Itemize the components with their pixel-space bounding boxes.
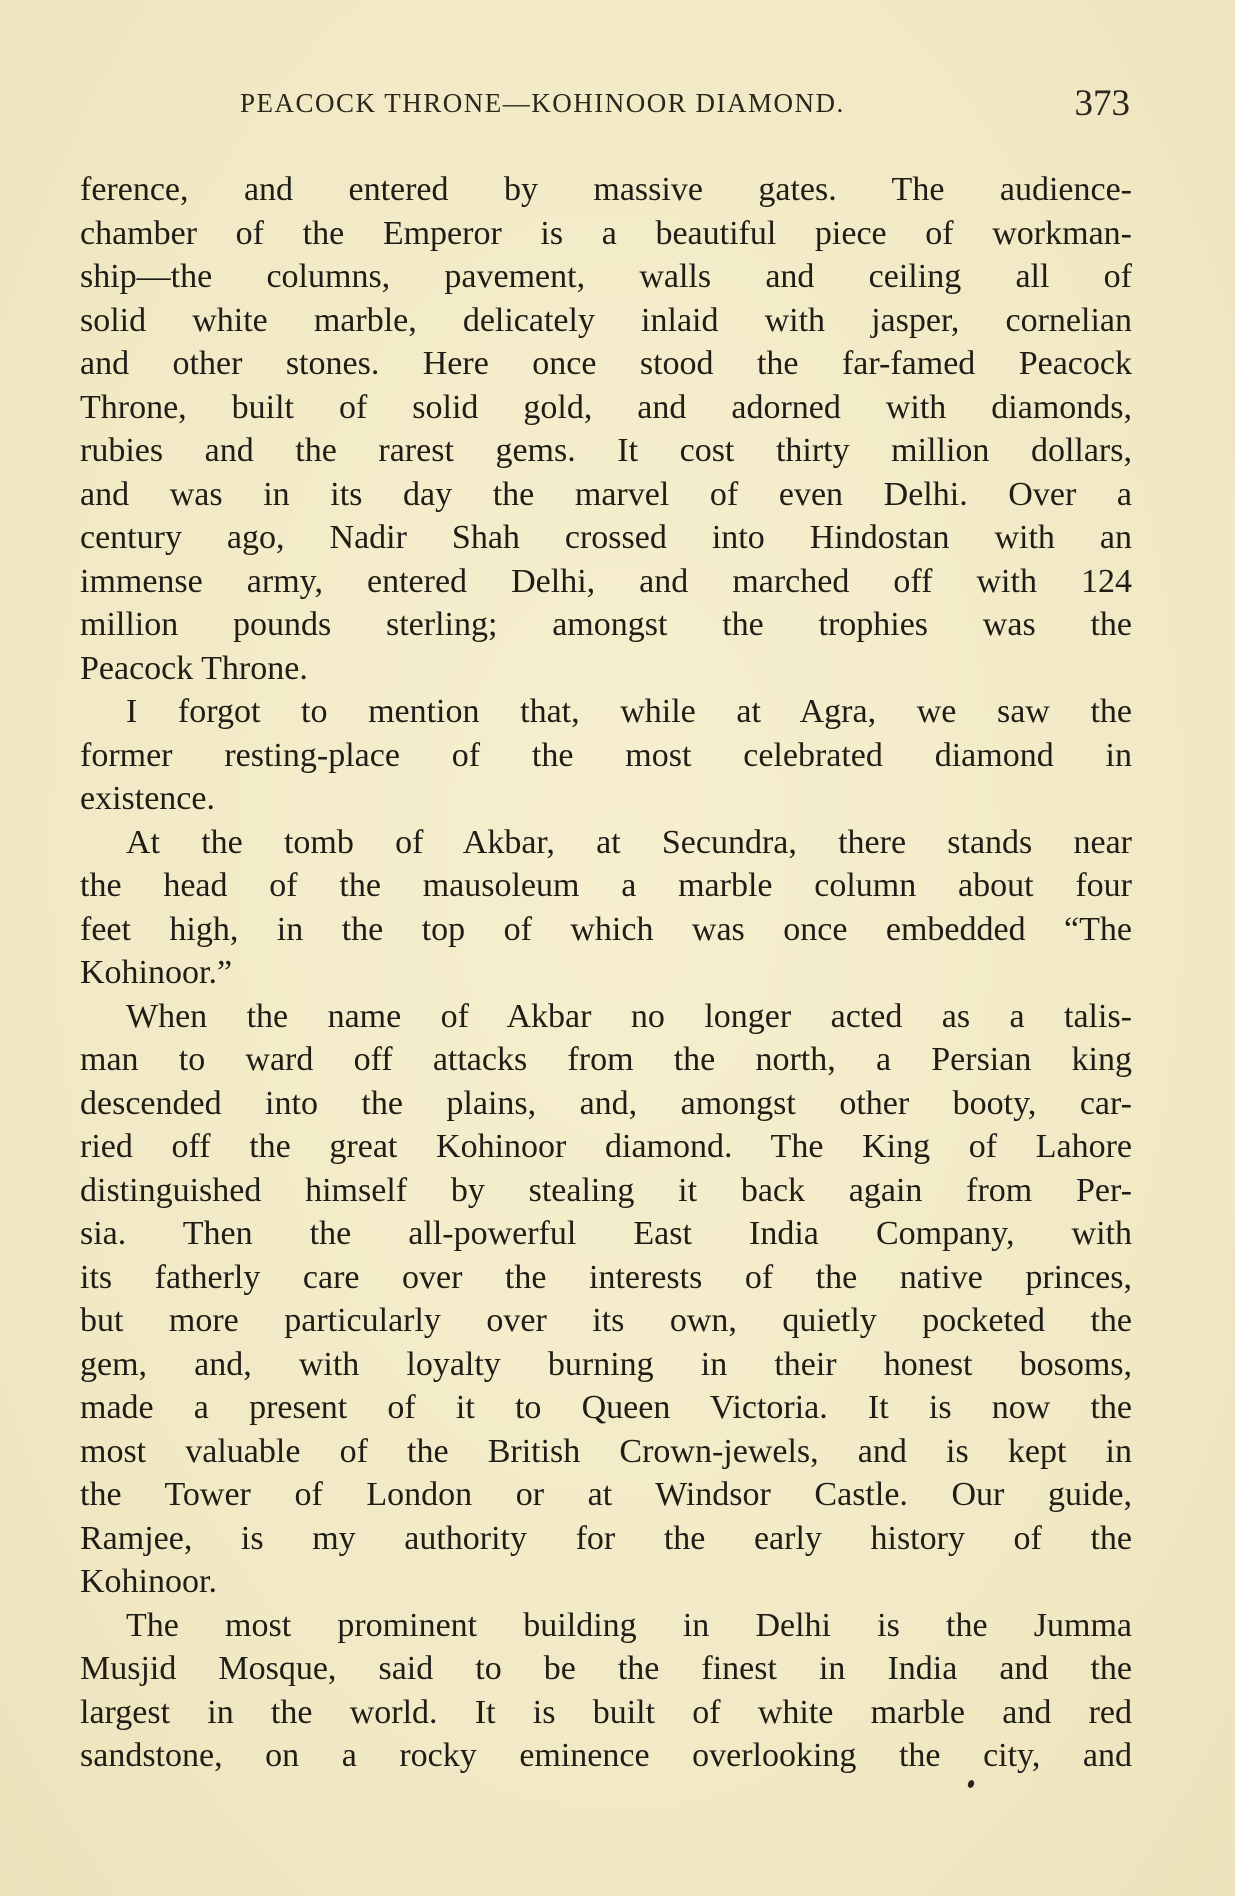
text-line: Ramjee, is my authority for the early history of the bbox=[80, 1519, 1132, 1557]
text-line: ference, and entered by massive gates. The audience- bbox=[80, 171, 1132, 208]
text-line: Peacock Throne. bbox=[80, 649, 308, 687]
text-line: its fatherly care over the interests of the native princes, bbox=[80, 1258, 1132, 1296]
text-line: I forgot to mention that, while at Agra, we saw the bbox=[126, 693, 1132, 730]
text-line: chamber of the Emperor is a beautiful piece of workman- bbox=[80, 214, 1132, 252]
paragraph bbox=[80, 1604, 1132, 1778]
running-header bbox=[240, 82, 1130, 122]
running-title: PEACOCK THRONE—KOHINOOR DIAMOND. bbox=[240, 88, 845, 118]
text-line: made a present of it to Queen Victoria. It is now the bbox=[80, 1389, 1132, 1426]
paragraph bbox=[80, 168, 1132, 690]
text-line: sandstone, on a rocky eminence overlooking the city, and bbox=[80, 1737, 1132, 1774]
text-line: descended into the plains, and, amongst other booty, car- bbox=[80, 1084, 1132, 1122]
text-line: century ago, Nadir Shah crossed into Hindostan with an bbox=[80, 519, 1132, 556]
text-line: largest in the world. It is built of white marble and red bbox=[80, 1693, 1132, 1731]
text-line: feet high, in the top of which was once embedded “The bbox=[80, 910, 1132, 948]
text-line: Throne, built of solid gold, and adorned with diamonds, bbox=[80, 388, 1132, 426]
text-line: Kohinoor.” bbox=[80, 954, 233, 991]
text-line: former resting-place of the most celebrated diamond in bbox=[80, 736, 1132, 774]
text-line: rubies and the rarest gems. It cost thirty million dollars, bbox=[80, 432, 1132, 469]
ink-speck-mark bbox=[967, 1779, 976, 1789]
text-line: When the name of Akbar no longer acted as a talis- bbox=[126, 997, 1132, 1035]
paragraph bbox=[80, 821, 1132, 995]
text-line: existence. bbox=[80, 780, 215, 817]
text-line: gem, and, with loyalty burning in their honest bosoms, bbox=[80, 1345, 1132, 1383]
text-line: most valuable of the British Crown-jewels, and is kept in bbox=[80, 1432, 1132, 1470]
text-line: solid white marble, delicately inlaid with jasper, cornelian bbox=[80, 301, 1132, 339]
text-line: ship—the columns, pavement, walls and ceiling all of bbox=[80, 258, 1132, 295]
text-line: the Tower of London or at Windsor Castle. Our guide, bbox=[80, 1476, 1132, 1513]
text-line: At the tomb of Akbar, at Secundra, there stands near bbox=[126, 823, 1132, 861]
text-line: The most prominent building in Delhi is the Jumma bbox=[126, 1606, 1132, 1644]
text-line: the head of the mausoleum a marble column about four bbox=[80, 867, 1132, 904]
text-line: distinguished himself by stealing it back again from Per- bbox=[80, 1171, 1132, 1209]
text-line: ried off the great Kohinoor diamond. The King of Lahore bbox=[80, 1128, 1132, 1165]
text-line: and was in its day the marvel of even Delhi. Over a bbox=[80, 475, 1132, 513]
text-line: Musjid Mosque, said to be the finest in India and the bbox=[80, 1650, 1132, 1687]
paragraph bbox=[80, 995, 1132, 1604]
body-text bbox=[80, 168, 1132, 1778]
text-line: but more particularly over its own, quietly pocketed the bbox=[80, 1302, 1132, 1339]
text-line: sia. Then the all-powerful East India Company, with bbox=[80, 1215, 1132, 1252]
text-line: and other stones. Here once stood the far-famed Peacock bbox=[80, 345, 1132, 382]
text-line: million pounds sterling; amongst the trophies was the bbox=[80, 606, 1132, 643]
text-line: Kohinoor. bbox=[80, 1563, 217, 1600]
page-number: 373 bbox=[1074, 83, 1130, 124]
paragraph bbox=[80, 690, 1132, 821]
text-line: man to ward off attacks from the north, a Persian king bbox=[80, 1041, 1132, 1078]
text-line: immense army, entered Delhi, and marched off with 124 bbox=[80, 562, 1132, 600]
